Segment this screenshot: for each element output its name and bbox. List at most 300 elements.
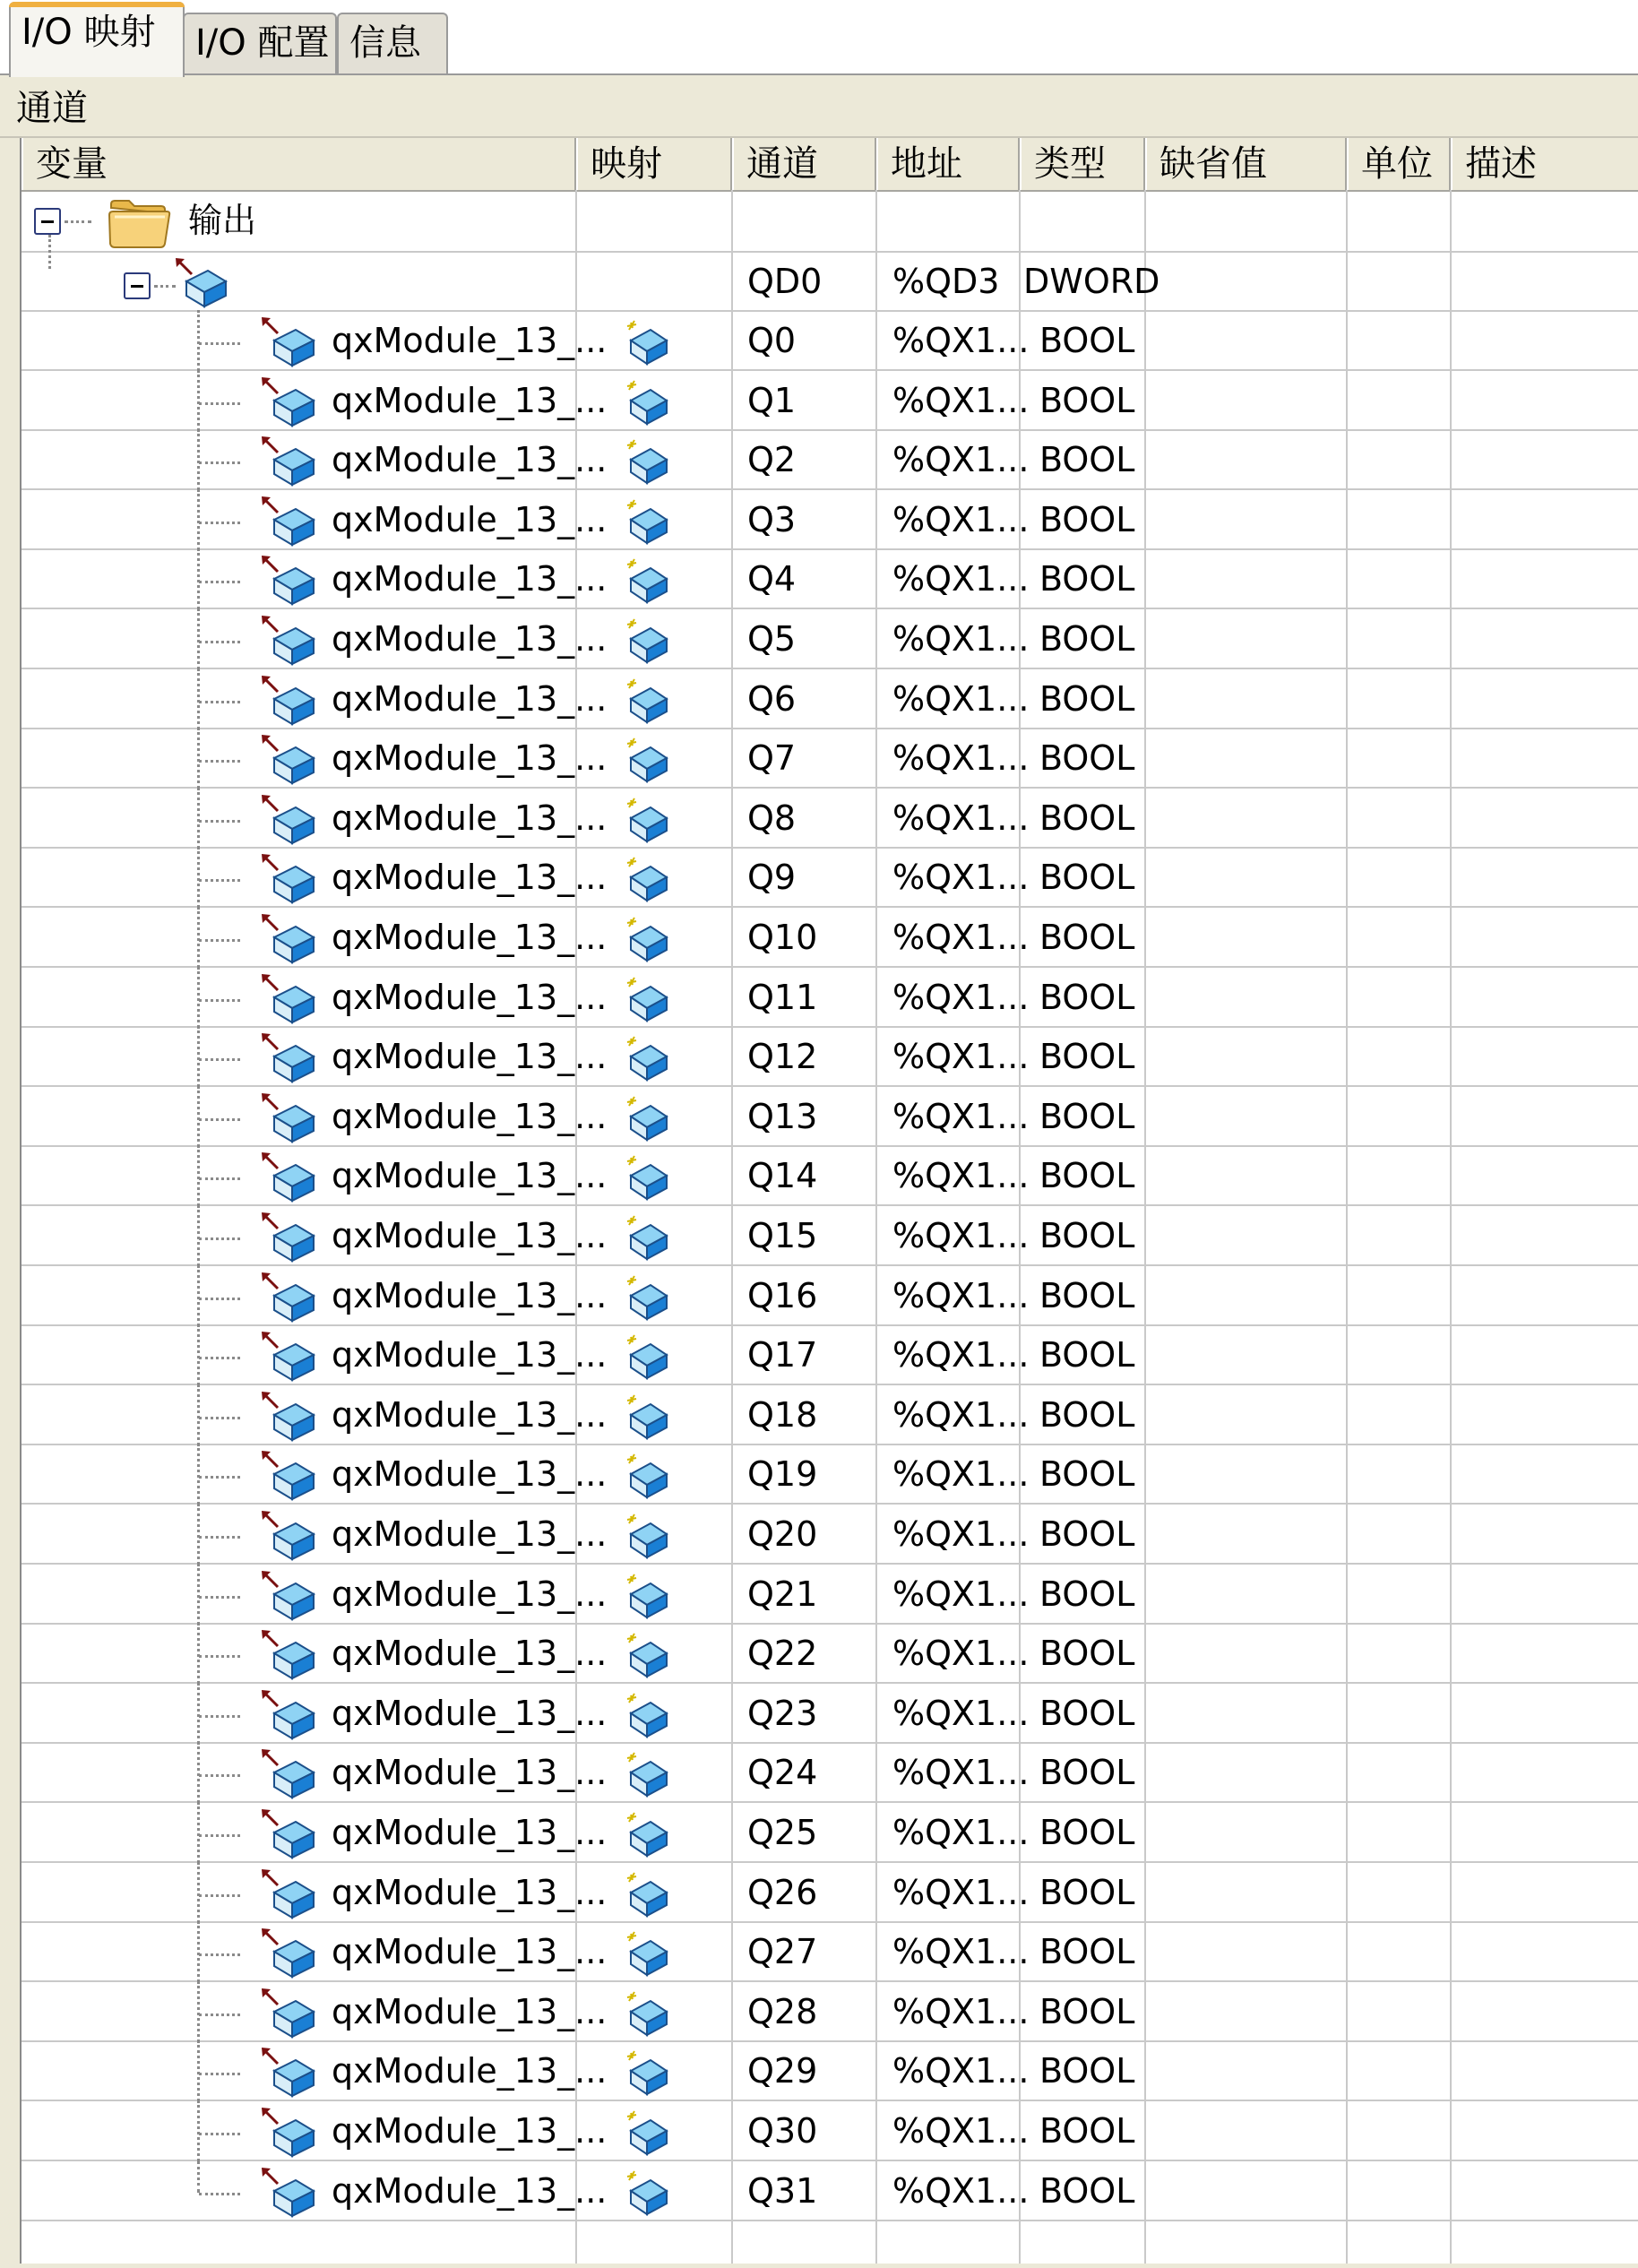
channel-cell: Q31 [747,2171,818,2211]
output-variable-icon [271,1156,317,1203]
map-to-existing-variable-icon[interactable] [624,2049,670,2096]
tree-connector [197,489,200,550]
output-variable-icon [271,858,317,904]
type-cell: BOOL [1039,738,1135,778]
address-cell: %QX1... [892,738,1030,778]
map-to-existing-variable-icon[interactable] [624,1513,670,1559]
type-cell: BOOL [1039,2111,1135,2151]
address-cell: %QX1... [892,798,1030,838]
map-to-existing-variable-icon[interactable] [624,1274,670,1321]
tree-connector [197,310,200,371]
type-cell: BOOL [1039,1514,1135,1554]
tree-connector [199,1118,240,1121]
channel-cell: Q17 [747,1335,818,1375]
output-variable-icon [271,1753,317,1799]
table-row[interactable] [22,1685,1638,1744]
tree-connector [197,1026,200,1087]
channel-cell: QD0 [747,262,823,301]
output-variable-icon [271,619,317,666]
tree-connector [197,1324,200,1385]
table-row[interactable] [22,1028,1638,1087]
type-cell: BOOL [1039,1216,1135,1255]
table-row[interactable] [22,550,1638,609]
variable-name-cell[interactable]: qxModule_13_... [332,1216,608,1255]
variable-name-cell[interactable]: qxModule_13_... [332,1156,608,1195]
tree-connector [197,1623,200,1684]
tree-connector [197,2160,200,2193]
variable-name-cell[interactable]: qxModule_13_... [332,440,608,479]
table-row[interactable] [22,1744,1638,1803]
map-to-existing-variable-icon[interactable] [624,1692,670,1738]
type-cell: BOOL [1039,2171,1135,2211]
type-cell: BOOL [1039,559,1135,599]
map-to-existing-variable-icon[interactable] [624,1453,670,1499]
address-cell: %QX1... [892,1514,1030,1554]
variable-name-cell[interactable]: qxModule_13_... [332,978,608,1017]
type-cell: BOOL [1039,1097,1135,1136]
output-variable-icon [271,2171,317,2218]
map-to-existing-variable-icon[interactable] [624,1811,670,1858]
address-cell: %QX1... [892,679,1030,719]
variable-name-cell[interactable]: qxModule_13_... [332,1813,608,1852]
table-row[interactable] [22,491,1638,550]
channel-cell: Q15 [747,1216,818,1255]
tree-connector [154,285,176,288]
tree-connector [197,2040,200,2101]
tree-connector [199,1298,240,1300]
channel-cell: Q18 [747,1395,818,1435]
table-row[interactable] [22,1207,1638,1266]
map-to-existing-variable-icon[interactable] [624,1393,670,1440]
address-cell: %QX1... [892,1694,1030,1733]
type-cell: BOOL [1039,619,1135,659]
type-cell: BOOL [1039,1873,1135,1912]
map-to-existing-variable-icon[interactable] [624,1632,670,1678]
output-variable-icon [271,1216,317,1263]
table-row[interactable] [22,312,1638,371]
variable-name-cell[interactable]: qxModule_13_... [332,858,608,897]
map-to-existing-variable-icon[interactable] [624,1573,670,1619]
tree-connector [197,728,200,789]
type-cell: BOOL [1039,1813,1135,1852]
channel-cell: Q23 [747,1694,818,1733]
output-variable-icon [271,1514,317,1561]
channel-cell: Q21 [747,1574,818,1614]
variable-name-cell[interactable]: qxModule_13_... [332,1932,608,1971]
type-cell: BOOL [1039,679,1135,719]
tab-info[interactable] [337,13,448,73]
tree-connector [197,1742,200,1803]
output-variable-icon [271,440,317,487]
variable-name-cell[interactable]: qxModule_13_... [332,1753,608,1792]
table-row[interactable] [22,2162,1638,2221]
variable-name-cell[interactable]: qxModule_13_... [332,1634,608,1673]
variable-name-cell[interactable]: qxModule_13_... [332,2171,608,2211]
channel-cell: Q29 [747,2051,818,2091]
channel-cell: Q27 [747,1932,818,1971]
channel-cell: Q9 [747,858,797,897]
output-variable-icon [271,978,317,1024]
table-row[interactable] [22,610,1638,669]
output-variable-icon [271,1873,317,1919]
tree-connector [197,370,200,431]
address-cell: %QX1... [892,559,1030,599]
type-cell: BOOL [1039,918,1135,957]
map-to-existing-variable-icon[interactable] [624,319,670,366]
tree-connector [197,1564,200,1625]
tree-connector [199,1774,240,1777]
variable-name-cell[interactable]: qxModule_13_... [332,1395,608,1435]
address-cell: %QX1... [892,1216,1030,1255]
type-cell: BOOL [1039,500,1135,539]
tree-connector [197,608,200,669]
tree-connector [199,760,240,763]
output-variable-icon [271,1335,317,1382]
tree-connector [199,1953,240,1956]
tree-connector [199,999,240,1002]
output-variable-icon [271,1097,317,1143]
tree-connector [199,820,240,823]
tree-connector [199,939,240,942]
tree-connector [197,2100,200,2161]
collapse-icon[interactable] [34,208,61,235]
channel-cell: Q24 [747,1753,818,1792]
map-to-existing-variable-icon[interactable] [624,617,670,664]
table-row[interactable] [22,1267,1638,1326]
address-cell: %QX1... [892,500,1030,539]
tree-connector [65,220,91,223]
variable-name-cell[interactable]: qxModule_13_... [332,1335,608,1375]
channel-cell: Q0 [747,321,797,360]
channel-cell: Q3 [747,500,797,539]
table-row[interactable] [22,849,1638,908]
type-cell: BOOL [1039,1634,1135,1673]
variable-name-cell[interactable]: qxModule_13_... [332,738,608,778]
type-cell: BOOL [1039,2051,1135,2091]
channel-cell: Q19 [747,1454,818,1494]
type-cell: BOOL [1039,858,1135,897]
tree-connector [199,1715,240,1718]
output-variable-icon [271,559,317,606]
column-header-description[interactable]: 描述 [1451,138,1638,190]
variable-name-cell[interactable]: qxModule_13_... [332,1574,608,1614]
column-header-unit[interactable]: 单位 [1347,138,1451,190]
panel-title: 通道 [16,88,88,129]
column-header-type[interactable]: 类型 [1020,138,1145,190]
type-cell: BOOL [1039,1574,1135,1614]
address-cell: %QX1... [892,1097,1030,1136]
output-variable-icon [271,1037,317,1083]
tree-connector [199,2073,240,2075]
type-cell: BOOL [1039,1932,1135,1971]
variable-name-cell[interactable]: qxModule_13_... [332,1276,608,1315]
address-cell: %QX1... [892,1037,1030,1076]
column-header-variable[interactable]: 变量 [22,138,576,190]
tree-connector [48,235,51,269]
table-row[interactable] [22,1505,1638,1565]
variable-name-cell[interactable]: qxModule_13_... [332,679,608,719]
table-row[interactable] [22,1804,1638,1863]
address-cell: %QX1... [892,1276,1030,1315]
tree-connector [197,1862,200,1923]
table-row[interactable] [22,1147,1638,1206]
collapse-icon[interactable] [124,272,151,299]
map-to-existing-variable-icon[interactable] [624,1751,670,1798]
channel-cell: Q5 [747,619,797,659]
type-cell: BOOL [1039,798,1135,838]
variable-name-cell[interactable]: qxModule_13_... [332,1097,608,1136]
output-variable-icon [271,1694,317,1740]
map-to-existing-variable-icon[interactable] [624,797,670,843]
output-variable-icon [271,798,317,845]
address-cell: %QX1... [892,1395,1030,1435]
tab-label: 信息 [349,22,421,64]
map-to-existing-variable-icon[interactable] [624,438,670,485]
map-to-existing-variable-icon[interactable] [624,916,670,962]
tree-connector [197,1265,200,1326]
output-variable-icon [271,918,317,964]
tree-connector [199,402,240,405]
channel-cell: Q14 [747,1156,818,1195]
tree-connector [197,1683,200,1744]
table-row[interactable] [22,969,1638,1028]
variable-name-cell[interactable]: qxModule_13_... [332,1454,608,1494]
channel-cell: Q12 [747,1037,818,1076]
address-cell: %QX1... [892,1873,1030,1912]
table-row[interactable] [22,1983,1638,2042]
output-variable-icon [271,500,317,547]
channel-cell: Q2 [747,440,797,479]
output-variable-icon [271,1276,317,1323]
tree-connector [197,967,200,1028]
map-to-existing-variable-icon[interactable] [624,1035,670,1082]
type-cell: BOOL [1039,1454,1135,1494]
table-row[interactable] [22,670,1638,729]
column-header-channel[interactable]: 通道 [732,138,876,190]
tree-connector [199,2193,240,2195]
type-cell: BOOL [1039,1395,1135,1435]
tree-connector [197,788,200,849]
output-variable-icon [271,1395,317,1442]
channel-panel [0,73,1638,2268]
tree-connector [199,2133,240,2135]
address-cell: %QX1... [892,1932,1030,1971]
output-variable-icon [271,679,317,726]
output-variable-icon [271,381,317,427]
tab-bar [0,0,1638,75]
channel-cell: Q10 [747,918,818,957]
tree-connector [199,581,240,583]
channel-cell: Q13 [747,1097,818,1136]
tree-connector [199,1476,240,1479]
channel-cell: Q16 [747,1276,818,1315]
address-cell: %QX1... [892,1335,1030,1375]
map-to-existing-variable-icon[interactable] [624,737,670,783]
type-cell: BOOL [1039,1694,1135,1733]
variable-name-cell[interactable]: qxModule_13_... [332,1694,608,1733]
table-row[interactable] [22,1864,1638,1923]
output-variable-icon [271,1932,317,1979]
tree-connector [197,1086,200,1147]
map-to-existing-variable-icon[interactable] [624,1871,670,1918]
map-to-existing-variable-icon[interactable] [624,976,670,1022]
output-variable-icon [271,1574,317,1621]
output-variable-icon [271,2111,317,2158]
output-variable-icon [271,321,317,367]
column-header-default-value[interactable]: 缺省值 [1145,138,1347,190]
table-row[interactable] [22,909,1638,968]
variable-name-cell[interactable]: qxModule_13_... [332,1514,608,1554]
channel-cell: Q6 [747,679,797,719]
tree-connector [197,1921,200,1982]
tree-connector [197,1145,200,1206]
table-row[interactable] [22,1565,1638,1625]
map-to-existing-variable-icon[interactable] [624,1990,670,2037]
channel-cell: Q28 [747,1992,818,2031]
parent-channel-row[interactable] [22,253,1638,312]
type-cell: BOOL [1039,1156,1135,1195]
column-header-address[interactable]: 地址 [876,138,1020,190]
tab-io-config[interactable] [183,13,337,73]
address-cell: %QX1... [892,1992,1030,2031]
tree-connector [199,522,240,524]
tree-connector [199,641,240,643]
tree-connector [199,1058,240,1061]
channel-cell: Q8 [747,798,797,838]
map-to-existing-variable-icon[interactable] [624,1095,670,1142]
type-cell: BOOL [1039,1753,1135,1792]
tree-connector [199,879,240,882]
variable-name-cell[interactable]: qxModule_13_... [332,381,608,420]
channel-cell: Q1 [747,381,797,420]
tree-connector [197,429,200,490]
variable-name-cell[interactable]: qxModule_13_... [332,500,608,539]
type-cell: BOOL [1039,1335,1135,1375]
table-row[interactable] [22,1386,1638,1445]
variable-name-cell[interactable]: qxModule_13_... [332,1873,608,1912]
tree-connector [199,1834,240,1837]
map-to-existing-variable-icon[interactable] [624,2109,670,2156]
map-to-existing-variable-icon[interactable] [624,677,670,724]
output-variable-icon [271,738,317,785]
tab-label: I/O 映射 [22,12,156,53]
map-to-existing-variable-icon[interactable] [624,498,670,545]
map-to-existing-variable-icon[interactable] [624,1154,670,1201]
output-variable-icon [271,1634,317,1680]
address-cell: %QX1... [892,1454,1030,1494]
type-cell: BOOL [1039,1276,1135,1315]
address-cell: %QX1... [892,2111,1030,2151]
map-to-existing-variable-icon[interactable] [624,557,670,604]
tree-connector [199,1177,240,1180]
tab-io-mapping[interactable] [9,2,185,77]
output-variable-icon [183,262,229,308]
channel-cell: Q7 [747,738,797,778]
output-variable-icon [271,1992,317,2039]
tree-connector [197,1802,200,1863]
tree-connector [199,2014,240,2016]
tree-connector [199,1894,240,1897]
output-variable-icon [271,2051,317,2098]
variable-name-cell[interactable]: qxModule_13_... [332,2111,608,2151]
tree-connector [199,1417,240,1419]
map-to-existing-variable-icon[interactable] [624,1333,670,1380]
tree-connector [197,548,200,609]
tree-group-row[interactable] [22,192,1638,253]
address-cell: %QX1... [892,440,1030,479]
type-cell: BOOL [1039,1992,1135,2031]
table-row[interactable] [22,789,1638,849]
tree-connector [199,461,240,464]
table-row[interactable] [22,1625,1638,1684]
table-row[interactable] [22,1326,1638,1385]
channel-cell: Q26 [747,1873,818,1912]
address-cell: %QX1... [892,1813,1030,1852]
channel-cell: Q22 [747,1634,818,1673]
tree-connector [199,1536,240,1539]
address-cell: %QX1... [892,858,1030,897]
table-row[interactable] [22,729,1638,789]
type-cell: BOOL [1039,978,1135,1017]
variable-name-cell[interactable]: qxModule_13_... [332,559,608,599]
map-to-existing-variable-icon[interactable] [624,1930,670,1977]
variable-name-cell[interactable]: qxModule_13_... [332,321,608,360]
type-cell: BOOL [1039,440,1135,479]
tree-connector [199,1655,240,1658]
variable-name-cell[interactable]: qxModule_13_... [332,1037,608,1076]
type-cell: DWORD [1023,262,1160,301]
map-to-existing-variable-icon[interactable] [624,379,670,426]
type-cell: BOOL [1039,321,1135,360]
address-cell: %QX1... [892,2171,1030,2211]
tree-connector [199,1357,240,1359]
table-row[interactable] [22,1445,1638,1505]
type-cell: BOOL [1039,1037,1135,1076]
map-to-existing-variable-icon[interactable] [624,1214,670,1261]
variable-name-cell[interactable]: qxModule_13_... [332,2051,608,2091]
table-row[interactable] [22,372,1638,431]
tab-label: I/O 配置 [195,22,330,64]
map-to-existing-variable-icon[interactable] [624,856,670,902]
map-to-existing-variable-icon[interactable] [624,2169,670,2216]
output-variable-icon [271,1454,317,1501]
address-cell: %QX1... [892,321,1030,360]
table-row[interactable] [22,2102,1638,2161]
variable-name-cell[interactable]: qxModule_13_... [332,798,608,838]
variable-name-cell[interactable]: qxModule_13_... [332,1992,608,2031]
address-cell: %QX1... [892,1156,1030,1195]
tree-connector [197,907,200,968]
channel-cell: Q11 [747,978,818,1017]
folder-icon [108,195,172,249]
group-label: 输出 [188,201,257,240]
io-mapping-table [20,138,1638,2264]
column-header-mapping[interactable]: 映射 [576,138,732,190]
variable-name-cell[interactable]: qxModule_13_... [332,918,608,957]
table-row[interactable] [22,431,1638,490]
channel-cell: Q25 [747,1813,818,1852]
table-header [22,138,1638,192]
variable-name-cell[interactable]: qxModule_13_... [332,619,608,659]
address-cell: %QX1... [892,1634,1030,1673]
table-row[interactable] [22,2042,1638,2101]
table-row[interactable] [22,1088,1638,1147]
address-cell: %QX1... [892,619,1030,659]
tree-connector [197,1205,200,1266]
tree-connector [197,1981,200,2042]
type-cell: BOOL [1039,381,1135,420]
table-row[interactable] [22,1923,1638,1982]
